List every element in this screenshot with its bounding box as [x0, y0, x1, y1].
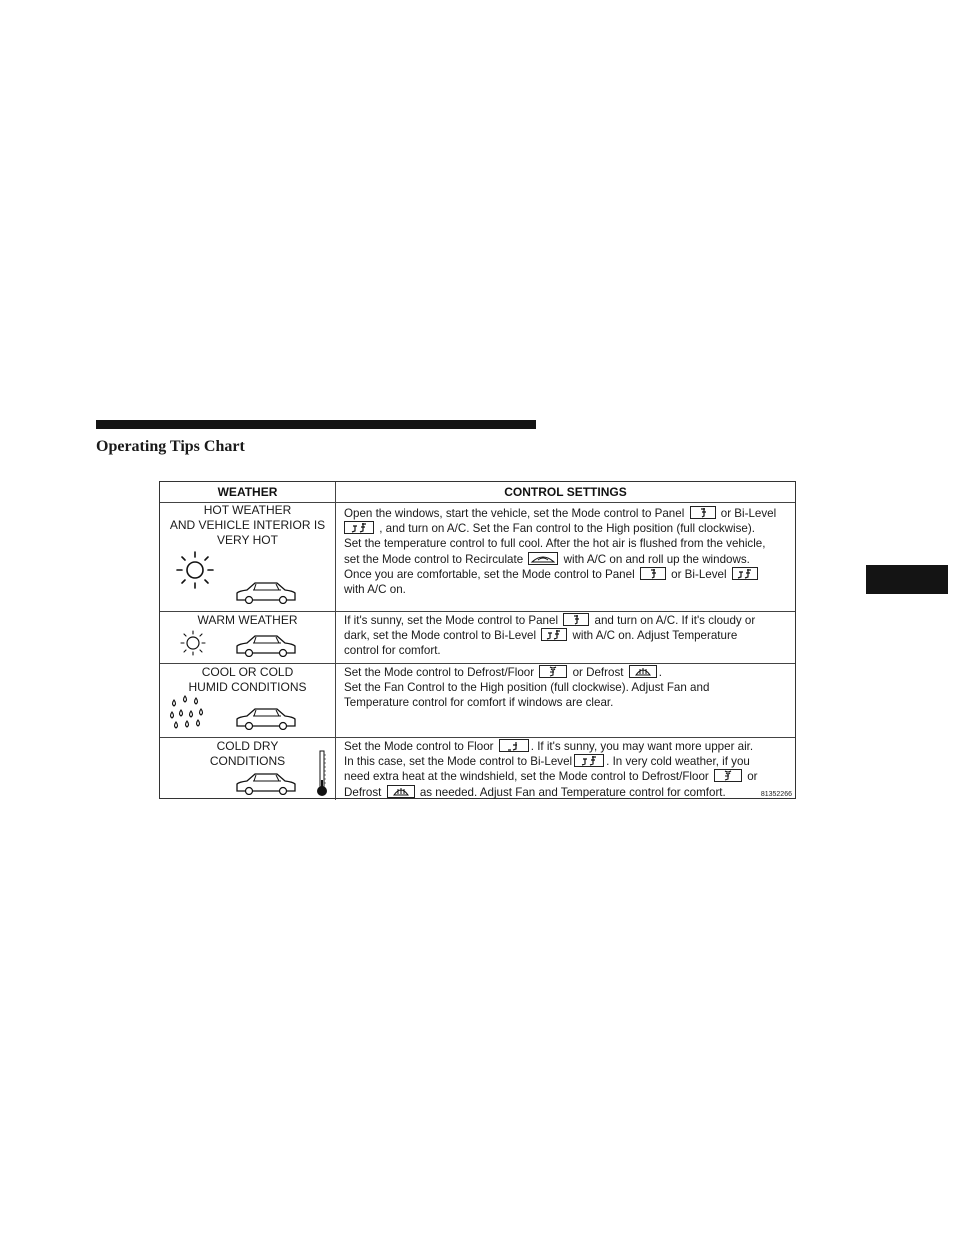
sun-icon — [174, 549, 216, 591]
defrost-floor-icon — [714, 769, 742, 782]
control-text-line: Temperature control for comfort if windows are clear. — [344, 696, 614, 710]
chapter-tab-marker — [866, 565, 948, 594]
figure-code: 81352266 — [760, 791, 792, 798]
header-weather: WEATHER — [217, 485, 278, 499]
car-icon — [235, 580, 297, 604]
control-text-line: Once you are comfortable, set the Mode control to Panel or Bi-Level — [344, 567, 791, 582]
car-icon — [235, 706, 297, 730]
control-text-line: If it's sunny, set the Mode control to Panel and turn on A/C. If it's cloudy or — [344, 614, 756, 627]
control-text-line: need extra heat at the windshield, set the Mode control to Defrost/Floor or — [344, 770, 758, 784]
defrost-icon — [629, 665, 657, 678]
panel-mode-icon — [640, 567, 666, 580]
defrost-icon — [387, 785, 415, 798]
bilevel-mode-icon — [344, 521, 374, 534]
control-text-line: Open the windows, start the vehicle, set the Mode control to Panel or Bi-Level — [344, 507, 777, 520]
weather-label-line: AND VEHICLE INTERIOR IS — [169, 518, 326, 532]
control-text-line: with A/C on. — [344, 583, 406, 597]
control-text-line: Set the Mode control to Defrost/Floor or Defrost . — [344, 666, 662, 679]
control-text-line: Set the Fan Control to the High position (full clockwise). Adjust Fan and — [344, 681, 710, 695]
chart-header-row — [160, 482, 795, 503]
defrost-floor-icon — [539, 665, 567, 678]
bilevel-mode-icon — [541, 628, 567, 641]
row-hot-weather — [160, 503, 795, 612]
thermometer-icon — [315, 750, 329, 798]
bilevel-mode-icon — [574, 754, 604, 767]
control-text-line: dark, set the Mode control to Bi-Level with A/C on. Adjust Temperature — [344, 629, 738, 643]
weather-label-line: CONDITIONS — [209, 754, 286, 768]
weather-label-line: COOL OR COLD — [201, 665, 294, 679]
section-rule-bar — [96, 420, 536, 429]
row-warm-weather — [160, 612, 795, 664]
row-cold-dry — [160, 738, 795, 800]
control-text-line: control for comfort. — [344, 644, 441, 658]
panel-mode-icon — [563, 613, 589, 626]
control-text-line: Defrost as needed. Adjust Fan and Temperature control for comfort. — [344, 785, 726, 799]
car-icon — [235, 771, 297, 795]
section-title: Operating Tips Chart — [96, 438, 245, 455]
weather-label-line: COLD DRY — [216, 739, 279, 753]
weather-label-line: WARM WEATHER — [197, 613, 298, 627]
control-text-line: In this case, set the Mode control to Bi-Level . In very cold weather, if you — [344, 755, 750, 769]
raindrops-icon — [168, 694, 208, 730]
panel-mode-icon — [690, 506, 716, 519]
weather-label-line: VERY HOT — [217, 533, 278, 547]
row-cool-humid — [160, 664, 795, 738]
recirculate-icon — [528, 552, 558, 565]
car-icon — [235, 633, 297, 657]
floor-mode-icon — [499, 739, 529, 752]
sun-small-icon — [178, 628, 208, 658]
control-text-line: Set the Mode control to Floor . If it's sunny, you may want more upper air. — [344, 740, 754, 753]
operating-tips-chart — [159, 481, 796, 799]
control-text-line: set the Mode control to Recirculate with A/C on and roll up the windows. — [344, 552, 750, 566]
bilevel-mode-icon — [732, 567, 758, 580]
control-text-line: Set the temperature control to full cool. After the hot air is flushed from the vehicle, — [344, 537, 766, 551]
weather-label-line: HOT WEATHER — [203, 503, 292, 517]
header-control-settings: CONTROL SETTINGS — [504, 485, 627, 499]
control-text-line: , and turn on A/C. Set the Fan control to the High position (full clockwise). — [344, 521, 791, 536]
weather-label-line: HUMID CONDITIONS — [188, 680, 307, 694]
